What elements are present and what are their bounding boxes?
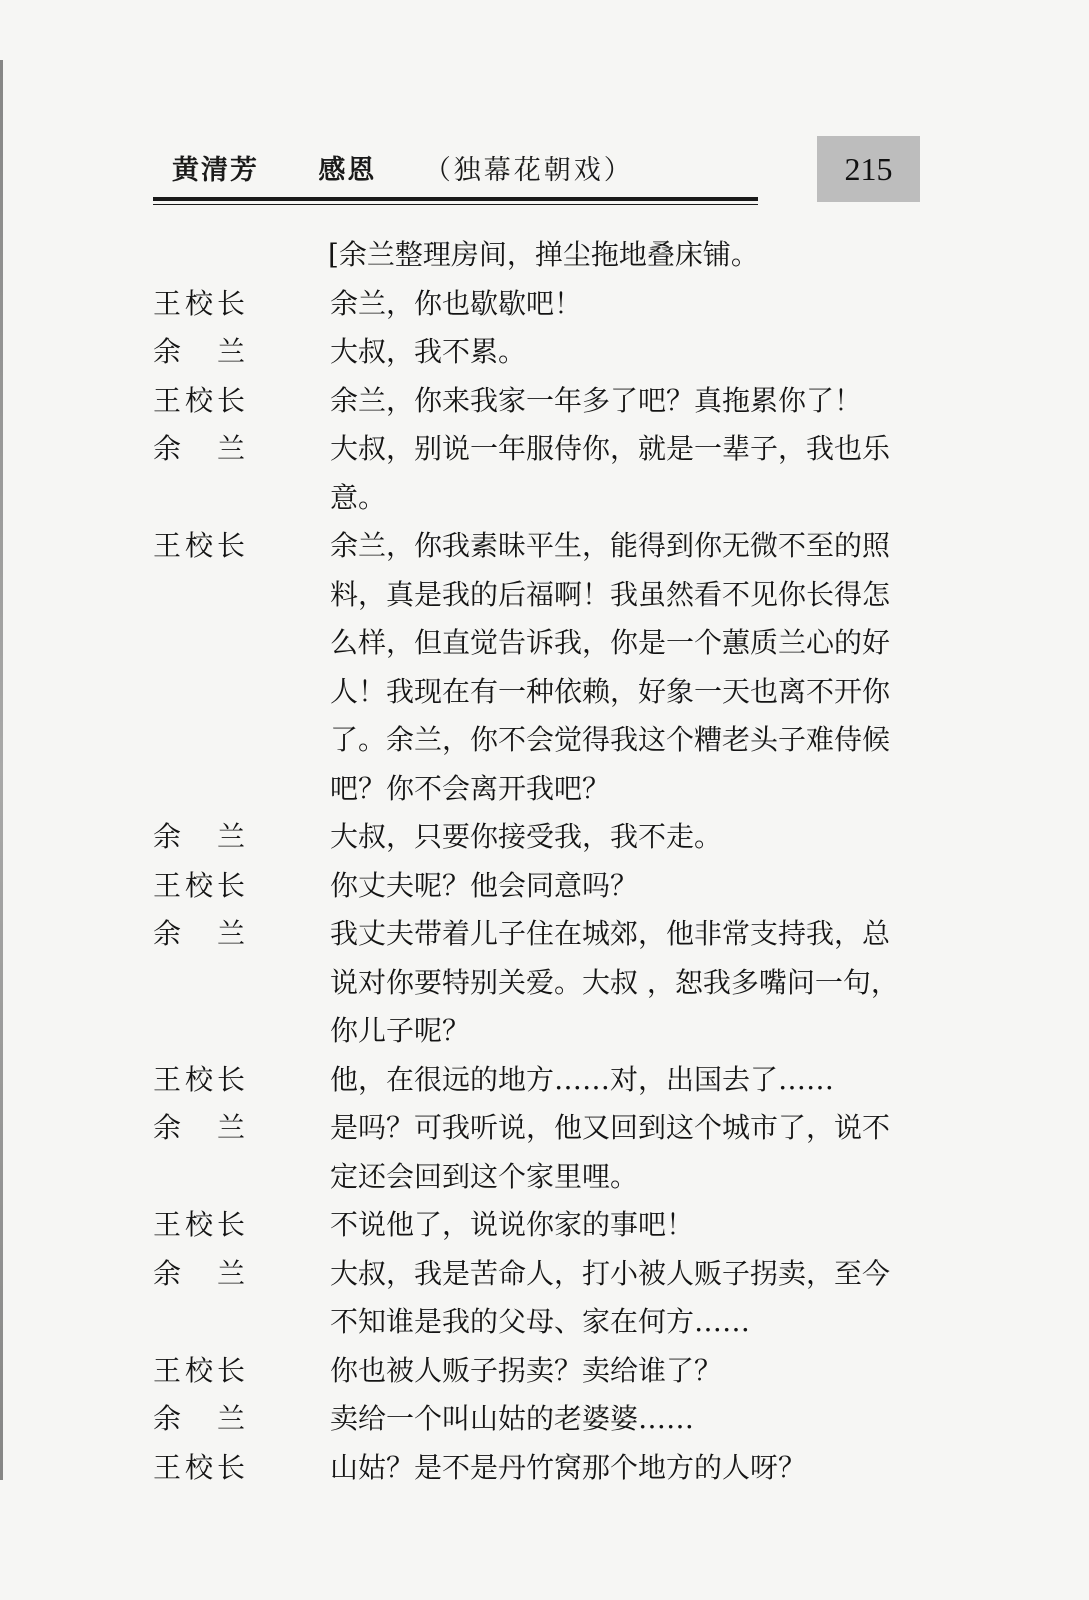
dialogue-line bbox=[153, 813, 923, 862]
dialogue-line bbox=[153, 474, 923, 523]
speaker-name: 余 兰 bbox=[153, 335, 245, 368]
speaker-name: 余 兰 bbox=[153, 1402, 245, 1435]
header-rule-thin bbox=[153, 204, 758, 205]
dialogue-line bbox=[153, 280, 923, 329]
page-number: 215 bbox=[844, 150, 893, 187]
dialogue-text: 大叔，我是苦命人，打小被人贩子拐卖，至今 bbox=[330, 1256, 891, 1290]
dialogue-line bbox=[153, 1347, 923, 1396]
dialogue-line bbox=[153, 668, 923, 717]
dialogue-text: 了。余兰，你不会觉得我这个糟老头子难侍候 bbox=[330, 723, 891, 756]
dialogue-text: 余兰，你来我家一年多了吧？真拖累你了！ bbox=[330, 383, 863, 417]
speaker-name: 王 校 长 bbox=[153, 868, 245, 902]
speaker-name: 余 兰 bbox=[153, 1256, 245, 1290]
dialogue-line bbox=[153, 425, 923, 474]
speaker-name: 王 校 长 bbox=[153, 286, 245, 320]
dialogue-line bbox=[153, 1444, 923, 1493]
dialogue-text: 意。 bbox=[330, 480, 387, 514]
header-author: 黄清芳 bbox=[172, 155, 259, 186]
dialogue-line bbox=[153, 716, 923, 765]
dialogue-text: 定还会回到这个家里哩。 bbox=[330, 1159, 639, 1193]
speaker-name: 余 兰 bbox=[153, 1111, 245, 1144]
dialogue-line bbox=[153, 571, 923, 620]
dialogue-text: 大叔，我不累。 bbox=[330, 335, 527, 368]
dialogue-line bbox=[153, 1201, 923, 1250]
stage-direction bbox=[153, 231, 923, 280]
dialogue-line bbox=[153, 1056, 923, 1105]
dialogue-text: 我丈夫带着儿子住在城郊，他非常支持我，总 bbox=[330, 917, 891, 950]
header-genre: （独幕花朝戏） bbox=[423, 155, 634, 186]
page-number-box bbox=[817, 136, 920, 202]
dialogue-text: 卖给一个叫山姑的老婆婆…… bbox=[330, 1402, 695, 1435]
dialogue-text: 料，真是我的后福啊！我虽然看不见你长得怎 bbox=[330, 577, 891, 611]
dialogue-line bbox=[153, 1395, 923, 1444]
dialogue-text: 吧？你不会离开我吧？ bbox=[330, 771, 611, 805]
dialogue-line bbox=[153, 910, 923, 959]
dialogue-text: 你也被人贩子拐卖？卖给谁了？ bbox=[330, 1353, 723, 1387]
speaker-name: 余 兰 bbox=[153, 432, 245, 465]
speaker-name: 余 兰 bbox=[153, 820, 245, 853]
dialogue-text: 余兰，你我素昧平生，能得到你无微不至的照 bbox=[330, 529, 891, 562]
dialogue-text: 大叔，别说一年服侍你，就是一辈子，我也乐 bbox=[330, 432, 891, 465]
dialogue-line bbox=[153, 1298, 923, 1347]
speaker-name: 王 校 长 bbox=[153, 1062, 245, 1096]
dialogue-text: 山姑？是不是丹竹窝那个地方的人呀？ bbox=[330, 1450, 807, 1484]
speaker-name: 王 校 长 bbox=[153, 1208, 245, 1241]
dialogue-line bbox=[153, 1007, 923, 1056]
speaker-name: 王 校 长 bbox=[153, 383, 245, 417]
header-title: 感恩 bbox=[318, 155, 377, 186]
header-rule-thick bbox=[153, 197, 758, 201]
dialogue-text: 不说他了，说说你家的事吧！ bbox=[330, 1208, 695, 1241]
speaker-name: 王 校 长 bbox=[153, 529, 245, 562]
dialogue-text: 你儿子呢？ bbox=[330, 1014, 471, 1047]
dialogue-line bbox=[153, 1250, 923, 1299]
page-edge bbox=[0, 60, 3, 1480]
dialogue-line bbox=[153, 377, 923, 426]
dialogue-text: 不知谁是我的父母、家在何方…… bbox=[330, 1305, 751, 1338]
speaker-name: 王 校 长 bbox=[153, 1450, 245, 1484]
dialogue-line bbox=[153, 522, 923, 571]
dialogue-line bbox=[153, 765, 923, 814]
dialogue-text: 人！我现在有一种依赖，好象一天也离不开你 bbox=[330, 674, 891, 708]
speaker-name: 王 校 长 bbox=[153, 1353, 245, 1387]
dialogue-text: 么样，但直觉告诉我，你是一个蕙质兰心的好 bbox=[330, 626, 891, 659]
dialogue-line bbox=[153, 1153, 923, 1202]
dialogue-line bbox=[153, 328, 923, 377]
running-header bbox=[172, 148, 634, 187]
dialogue-text: 说对你要特别关爱。大叔 ，恕我多嘴问一句， bbox=[330, 965, 899, 999]
dialogue-line bbox=[153, 959, 923, 1008]
dialogue-line bbox=[153, 619, 923, 668]
dialogue-text: 大叔，只要你接受我，我不走。 bbox=[330, 820, 723, 853]
dialogue-text: 余兰，你也歇歇吧！ bbox=[330, 286, 583, 320]
dialogue-text: 你丈夫呢？他会同意吗？ bbox=[330, 868, 639, 902]
speaker-name: 余 兰 bbox=[153, 917, 245, 950]
dialogue-text: 是吗？可我听说，他又回到这个城市了，说不 bbox=[330, 1111, 891, 1144]
script-body bbox=[153, 231, 923, 1492]
dialogue-line bbox=[153, 1104, 923, 1153]
direction-text: [余兰整理房间，掸尘拖地叠床铺。 bbox=[328, 238, 759, 271]
dialogue-line bbox=[153, 862, 923, 911]
dialogue-text: 他，在很远的地方……对，出国去了…… bbox=[330, 1062, 835, 1096]
